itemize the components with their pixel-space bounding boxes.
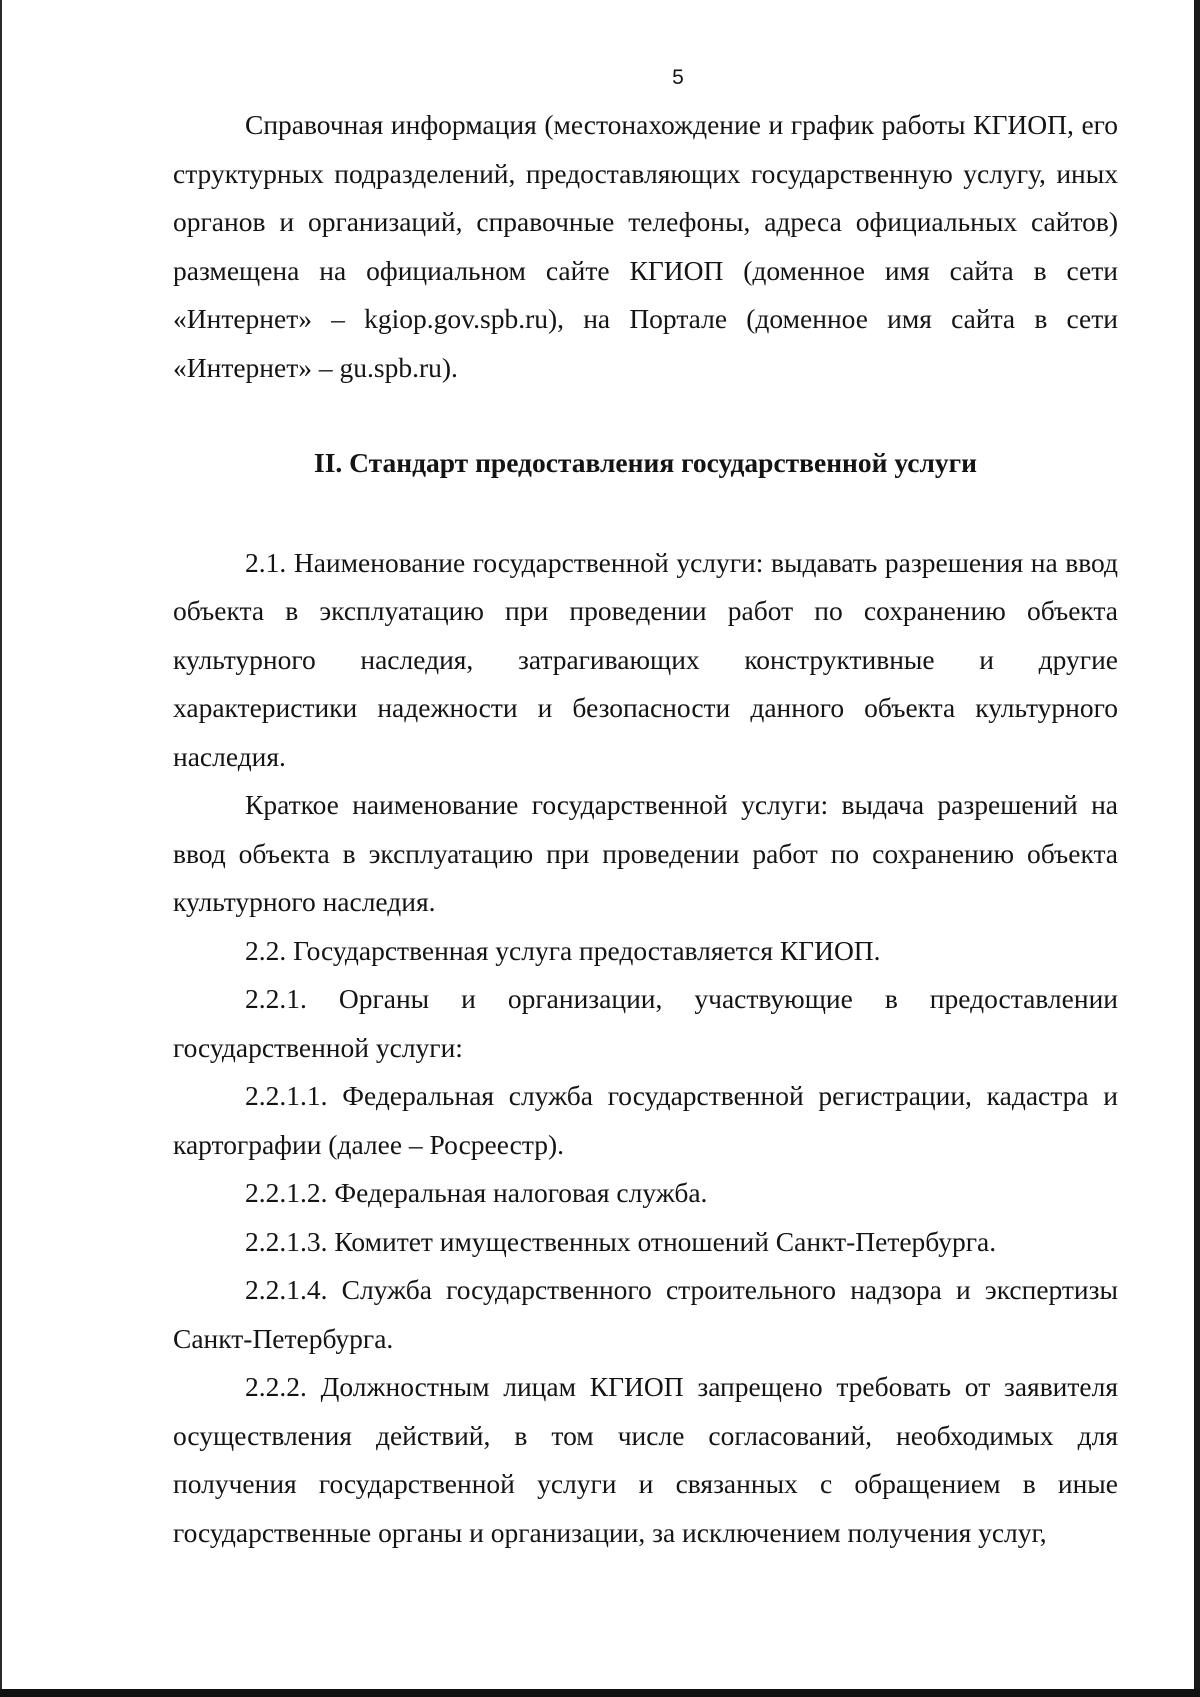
scan-edge-bottom — [0, 1689, 1200, 1697]
document-body — [173, 101, 1118, 1557]
paragraph-2-2-1: 2.2.1. Органы и организации, участвующие в предоставлении государственной услуги: — [173, 983, 1118, 1063]
intro-paragraph: Справочная информация (местонахождение и график работы КГИОП, его структурных подразделений, предоставляющих государственную услугу, иных органов и организаций, справочные телефоны, адреса официальных сайтов) размещена на официальном сайте КГИОП (доменное имя сайта в сети «Интернет» – kgiop.gov.spb.ru), на Портале (доменное имя сайта в сети «Интернет» – gu.spb.ru). — [173, 109, 1118, 383]
scan-edge-left — [0, 0, 2, 1697]
scan-edge-right — [1194, 0, 1200, 1697]
section-heading: II. Стандарт предоставления государственной услуги — [314, 447, 977, 478]
paragraph-2-2-1-2: 2.2.1.2. Федеральная налоговая служба. — [245, 1177, 708, 1208]
paragraph-2-2-1-1: 2.2.1.1. Федеральная служба государственной регистрации, кадастра и картографии (далее – Росреестр). — [173, 1080, 1118, 1160]
paragraph-2-1: 2.1. Наименование государственной услуги: выдавать разрешения на ввод объекта в эксплуатацию при проведении работ по сохранению объекта культурного наследия, затрагивающих конструктивные и другие характеристики надежности и безопасности данного объекта культурного наследия. — [173, 546, 1118, 772]
paragraph-2-2-2: 2.2.2. Должностным лицам КГИОП запрещено требовать от заявителя осуществления действий, в том числе согласований, необходимых для получения государственной услуги и связанных с обращением в иные государственные органы и организации, за исключением получения услуг, — [173, 1371, 1118, 1548]
page-number: 5 — [672, 66, 684, 89]
paragraph-2-2: 2.2. Государственная услуга предоставляется КГИОП. — [245, 934, 881, 966]
paragraph-short-name: Краткое наименование государственной услуги: выдача разрешений на ввод объекта в эксплуатацию при проведении работ по сохранению объекта культурного наследия. — [173, 789, 1118, 917]
paragraph-2-2-1-4: 2.2.1.4. Служба государственного строительного надзора и экспертизы Санкт-Петербурга. — [173, 1274, 1118, 1354]
paragraph-2-2-1-3: 2.2.1.3. Комитет имущественных отношений Санкт-Петербурга. — [245, 1225, 997, 1257]
